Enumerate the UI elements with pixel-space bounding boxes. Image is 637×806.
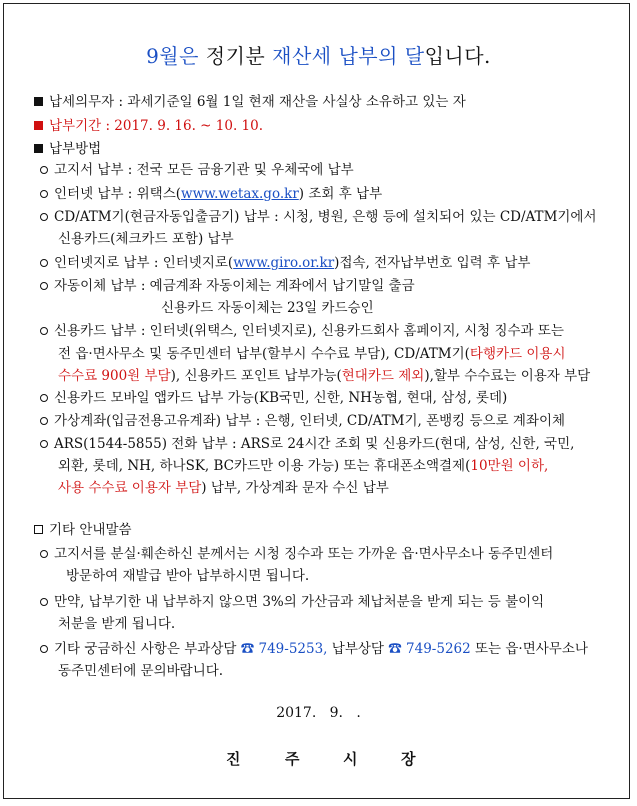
method-bill <box>40 161 354 179</box>
guide-penalty <box>40 593 544 611</box>
title-month: 9월은 <box>146 44 199 68</box>
card-cont1-text: 전 읍·면사무소 및 동주민센터 납부(할부시 수수료 부담), CD/ATM기( <box>58 346 470 362</box>
circle-bullet-icon <box>40 190 48 198</box>
guide-penalty-text: 만약, 납부기한 내 납부하지 않으면 3%의 가산금과 체납처분을 받게 되는 등 불이익 <box>54 594 545 610</box>
method-bill-text: 고지서 납부 : 전국 모든 금융기관 및 우체국에 납부 <box>54 162 354 178</box>
title-end: 입니다. <box>424 44 491 68</box>
ars-cont1-text: 외환, 롯데, NH, 하나SK, BC카드만 이용 가능) 또는 휴대폰소액결제( <box>58 458 471 474</box>
period-text: 납부기간 : 2017. 9. 16. ~ 10. 10. <box>49 118 263 134</box>
method-internet-text: 인터넷 납부 : 위택스( <box>54 186 182 202</box>
guide-lost-cont: 방문하여 재발급 받아 납부하시면 됩니다. <box>66 568 310 584</box>
circle-bullet-icon <box>40 417 48 425</box>
guide-heading <box>34 521 132 539</box>
method-heading <box>34 140 101 158</box>
phone-payment: ☎ 749-5262 <box>388 641 471 657</box>
card-point-text: ), 신용카드 포인트 납부가능( <box>170 368 342 384</box>
method-giro-text-end: )접속, 전자납부번호 입력 후 납부 <box>334 255 531 271</box>
guide-contact <box>40 640 588 658</box>
circle-bullet-icon <box>40 213 48 221</box>
method-autopay-cont: 신용카드 자동이체는 23일 카드승인 <box>161 300 374 316</box>
card-installment-text: ),할부 수수료는 이용자 부담 <box>424 368 591 384</box>
method-card-cont2 <box>58 367 590 385</box>
square-bullet-icon <box>34 121 43 130</box>
circle-bullet-icon <box>40 259 48 267</box>
method-autopay-text: 자동이체 납부 : 예금계좌 자동이체는 계좌에서 납기말일 출금 <box>54 278 415 294</box>
method-heading-text: 납부방법 <box>49 141 102 157</box>
method-appcard-text: 신용카드 모바일 앱카드 납부 가능(KB국민, 신한, NH농협, 현대, 삼성, 롯데) <box>54 390 508 406</box>
open-square-icon <box>34 525 43 534</box>
signature-char: 시 <box>343 750 358 768</box>
circle-bullet-icon <box>40 282 48 290</box>
ars-limit-note: 10만원 이하, <box>470 458 549 474</box>
card-fee-note: 수수료 900원 부담 <box>58 368 171 384</box>
method-ars <box>40 435 574 453</box>
signature-char: 장 <box>401 750 416 768</box>
title-regular: 정기분 <box>198 44 273 68</box>
method-ars-cont2 <box>58 479 389 497</box>
circle-bullet-icon <box>40 645 48 653</box>
guide-heading-text: 기타 안내말씀 <box>49 522 132 538</box>
taxpayer-text: 납세의무자 : 과세기준일 6월 1일 현재 재산을 사실상 소유하고 있는 자 <box>49 94 466 110</box>
card-other-bank-note: 타행카드 이용시 <box>469 346 566 362</box>
circle-bullet-icon <box>40 440 48 448</box>
method-giro-text: 인터넷지로 납부 : 인터넷지로( <box>54 255 234 271</box>
ars-fee-note: 사용 수수료 이용자 부담 <box>58 480 202 496</box>
period-line <box>34 117 263 135</box>
method-internet-text-end: ) 조회 후 납부 <box>298 186 383 202</box>
signature-char: 주 <box>285 750 300 768</box>
guide-contact-text: 기타 궁금하신 사항은 부과상담 <box>54 641 241 657</box>
method-card-text: 신용카드 납부 : 인터넷(위택스, 인터넷지로), 신용카드회사 홈페이지, 시청 징수과 또는 <box>54 323 564 339</box>
circle-bullet-icon <box>40 327 48 335</box>
guide-contact-cont: 동주민센터에 문의바랍니다. <box>58 663 224 679</box>
method-atm-cont: 신용카드(체크카드 포함) 납부 <box>58 231 234 247</box>
method-virtual-text: 가상계좌(입금전용고유계좌) 납부 : 은행, 인터넷, CD/ATM기, 폰뱅킹 등으로 계좌이체 <box>54 413 566 429</box>
title-tax: 재산세 납부의 <box>272 44 398 68</box>
signature-char: 진 <box>226 750 241 768</box>
wetax-link[interactable]: www.wetax.go.kr <box>181 186 299 202</box>
guide-lost-text: 고지서를 분실·훼손하신 분께서는 시청 징수과 또는 가까운 읍·면사무소나 동주민센터 <box>54 546 554 562</box>
method-atm-text: CD/ATM기(현금자동입출금기) 납부 : 시청, 병원, 은행 등에 설치되어 있는 CD/ATM기에서 <box>54 209 597 225</box>
title-month-word: 달 <box>397 44 425 68</box>
circle-bullet-icon <box>40 394 48 402</box>
method-virtual <box>40 412 565 430</box>
method-card <box>40 322 564 340</box>
square-bullet-icon <box>34 144 43 153</box>
circle-bullet-icon <box>40 598 48 606</box>
taxpayer-line <box>34 93 466 111</box>
square-bullet-icon <box>34 97 43 106</box>
method-autopay <box>40 277 415 295</box>
method-ars-cont1 <box>58 457 548 475</box>
method-internet <box>40 185 382 203</box>
guide-contact-end: 또는 읍·면사무소나 <box>470 641 588 657</box>
method-ars-text: ARS(1544-5855) 전화 납부 : ARS로 24시간 조회 및 신용카드(현대, 삼성, 신한, 국민, <box>54 436 575 452</box>
guide-lost <box>40 545 553 563</box>
circle-bullet-icon <box>40 550 48 558</box>
giro-link[interactable]: www.giro.or.kr <box>233 255 335 271</box>
method-card-cont1 <box>58 345 565 363</box>
method-giro <box>40 254 530 272</box>
phone-assess: ☎ 749-5253, <box>240 641 328 657</box>
card-hyundai-note: 현대카드 제외 <box>341 368 425 384</box>
method-atm <box>40 208 597 226</box>
page-title <box>0 40 637 69</box>
notice-date: 2017. 9. . <box>276 705 361 721</box>
method-appcard <box>40 389 507 407</box>
guide-penalty-cont: 처분을 받게 됩니다. <box>58 616 176 632</box>
guide-contact-mid: 납부상담 <box>327 641 389 657</box>
ars-cont2-text: ) 납부, 가상계좌 문자 수신 납부 <box>201 480 389 496</box>
circle-bullet-icon <box>40 166 48 174</box>
